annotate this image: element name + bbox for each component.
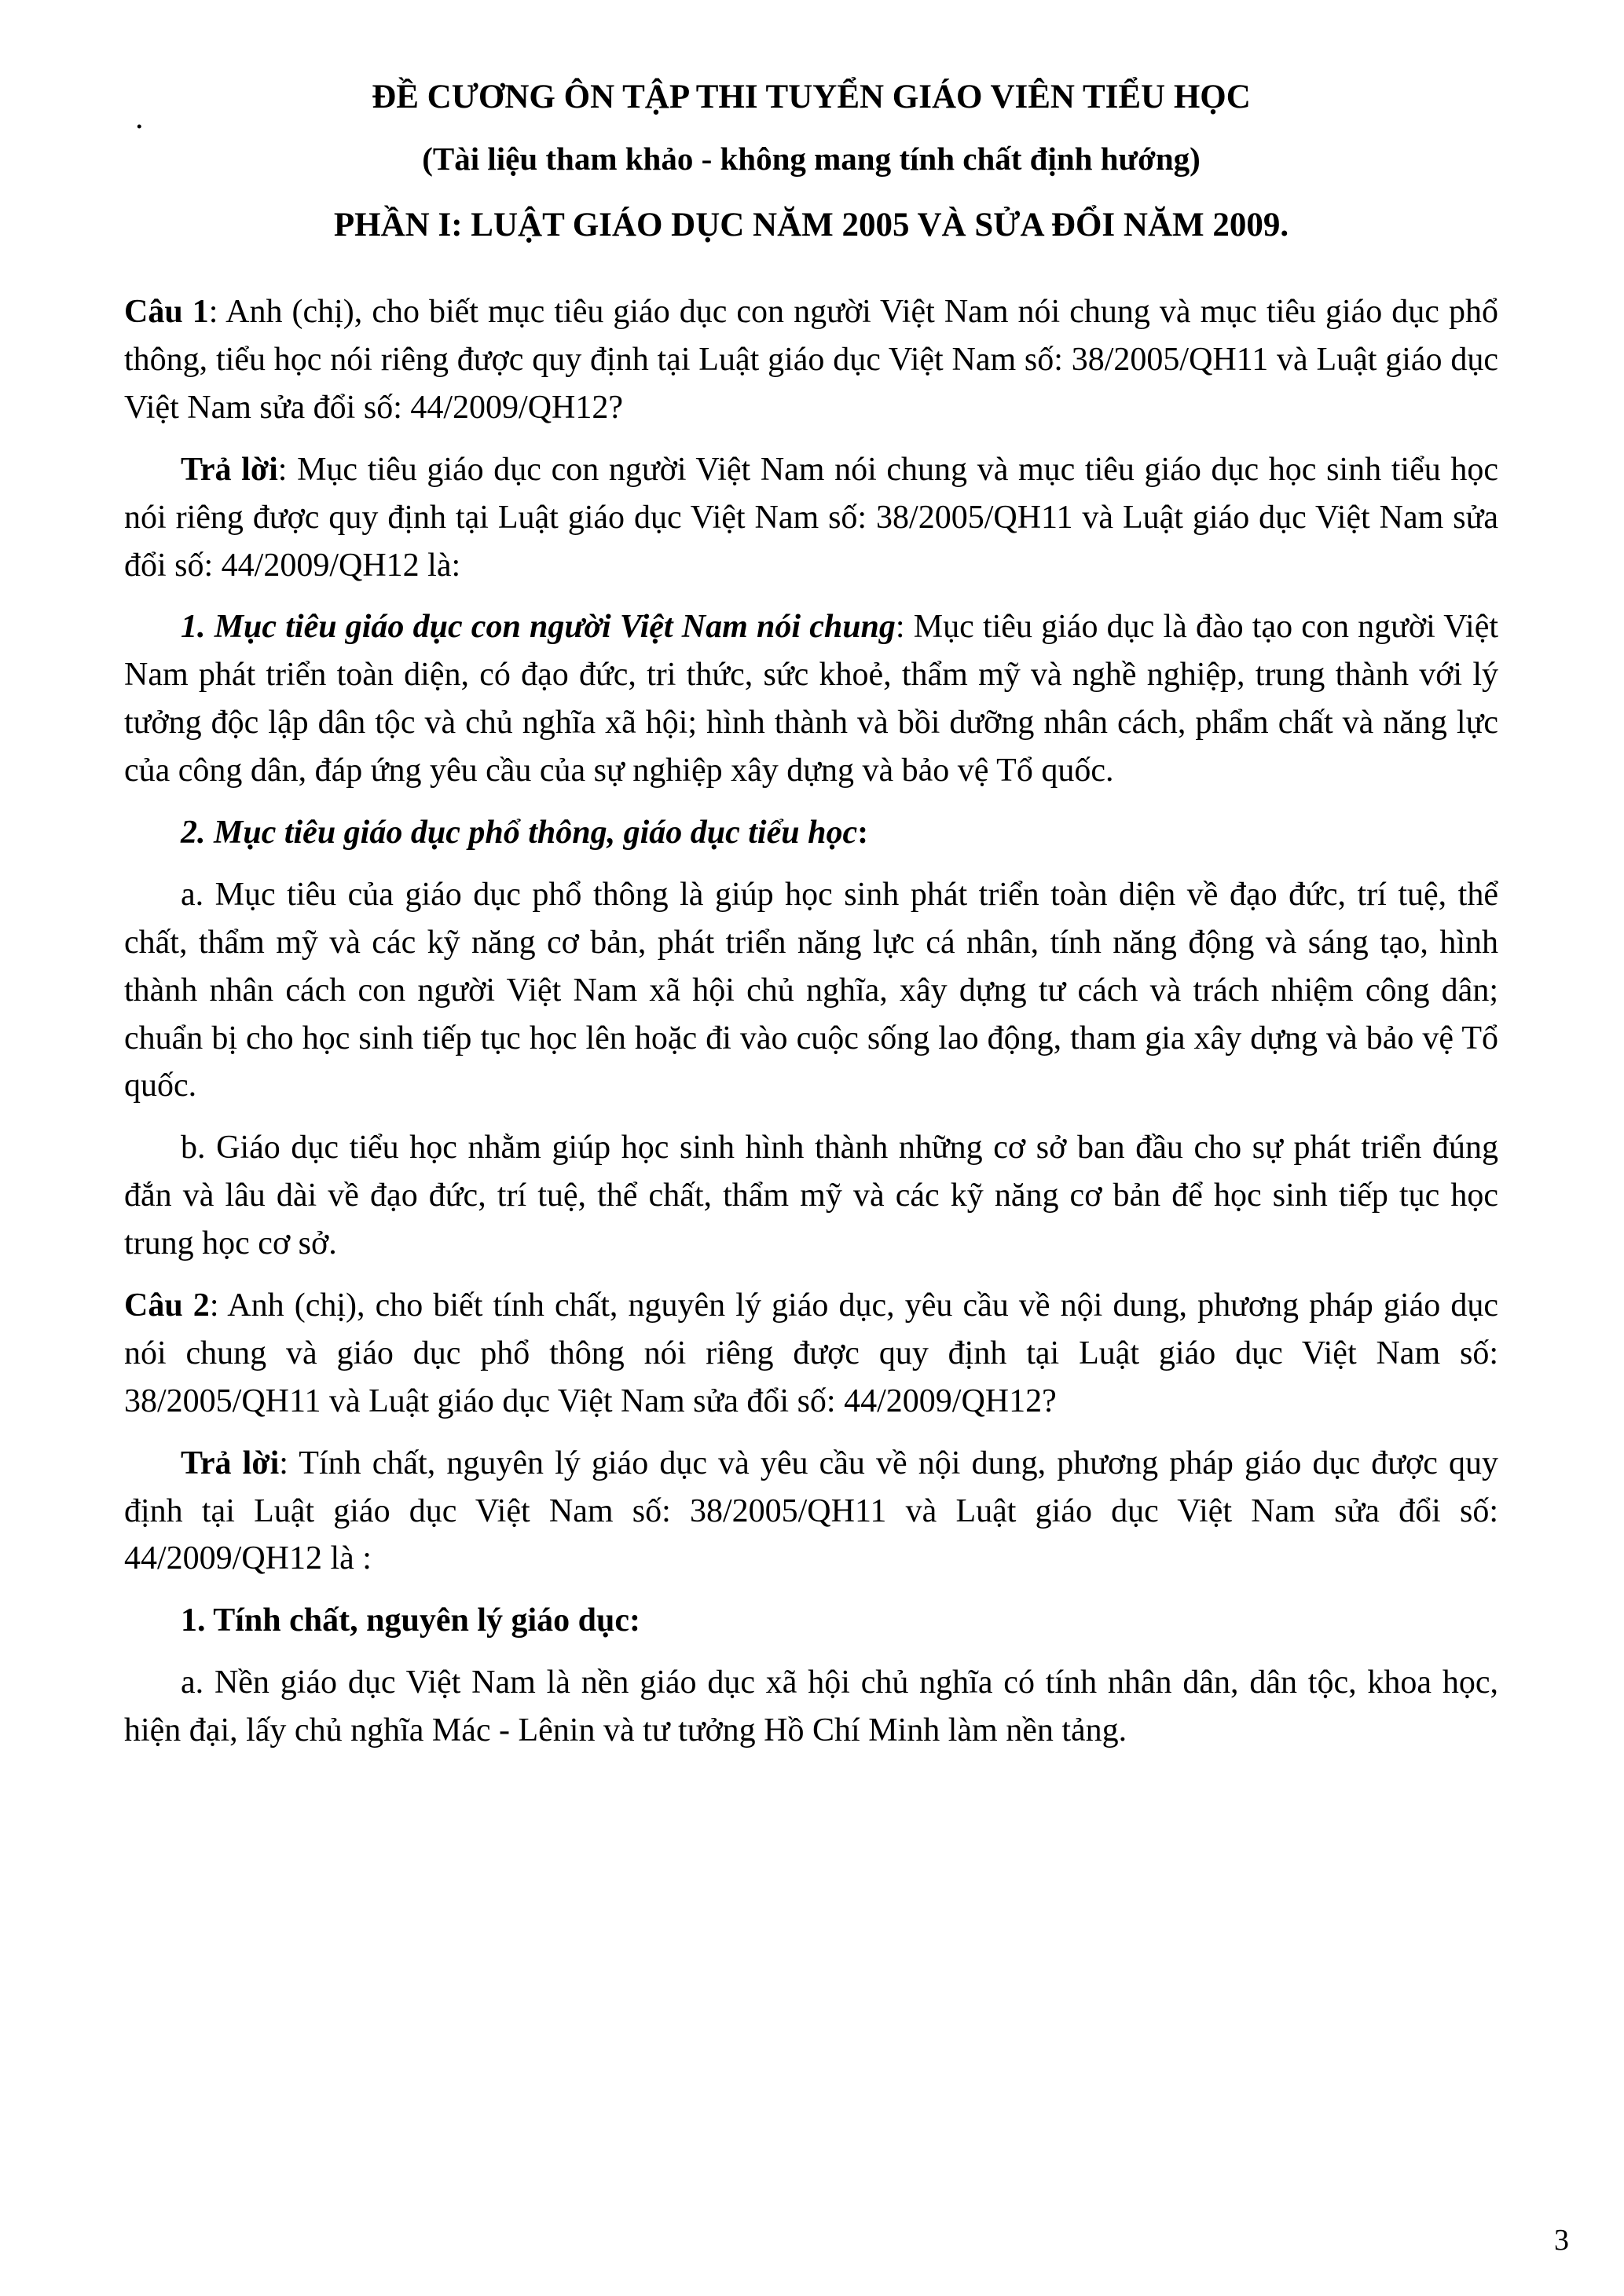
- answer-1-point-2b-text: b. Giáo dục tiểu học nhằm giúp học sinh hình thành những cơ sở ban đầu cho sự phát triển đúng đắn và lâu dài về đạo đức, trí tuệ, thể chất, thẩm mỹ và các kỹ năng cơ bản để học sinh tiếp tục học trung học cơ sở.: [124, 1130, 1498, 1262]
- answer-1-point-2-paragraph: [124, 809, 1498, 857]
- question-2-text: : Anh (chị), cho biết tính chất, nguyên lý giáo dục, yêu cầu về nội dung, phương pháp giáo dục nói chung và giáo dục phổ thông nói riêng được quy định tại Luật giáo dục Việt Nam số: 38/2005/QH11 và Luật giáo dục Việt Nam sửa đổi số: 44/2009/QH12?: [124, 1287, 1498, 1419]
- answer-2-point-1a-paragraph: [124, 1659, 1498, 1755]
- question-1-text: : Anh (chị), cho biết mục tiêu giáo dục con người Việt Nam nói chung và mục tiêu giáo dục phổ thông, tiểu học nói riêng được quy định tại Luật giáo dục Việt Nam số: 38/2005/QH11 và Luật giáo dục Việt Nam sửa đổi số: 44/2009/QH12?: [124, 294, 1498, 426]
- answer-2-text: : Tính chất, nguyên lý giáo dục và yêu cầu về nội dung, phương pháp giáo dục được quy định tại Luật giáo dục Việt Nam số: 38/2005/QH11 và Luật giáo dục Việt Nam sửa đổi số: 44/2009/QH12 là :: [124, 1445, 1498, 1577]
- answer-1-text: : Mục tiêu giáo dục con người Việt Nam nói chung và mục tiêu giáo dục học sinh tiểu học nói riêng được quy định tại Luật giáo dục Việt Nam số: 38/2005/QH11 và Luật giáo dục Việt Nam sửa đổi số: 44/2009/QH12 là:: [124, 451, 1498, 584]
- answer-1-point-2b-paragraph: [124, 1124, 1498, 1268]
- answer-2-paragraph: [124, 1440, 1498, 1584]
- answer-1-point-2a-paragraph: [124, 871, 1498, 1110]
- document-title: ĐỀ CƯƠNG ÔN TẬP THI TUYỂN GIÁO VIÊN TIỂU HỌC: [372, 79, 1251, 115]
- document-subtitle: (Tài liệu tham khảo - không mang tính chất định hướng): [422, 140, 1201, 177]
- answer-1-point-1-text: : Mục tiêu giáo dục là đào tạo con người Việt Nam phát triển toàn diện, có đạo đức, tri thức, sức khoẻ, thẩm mỹ và nghề nghiệp, trung thành với lý tưởng độc lập dân tộc và chủ nghĩa xã hội; hình thành và bồi dưỡng nhân cách, phẩm chất và năng lực của công dân, đáp ứng yêu cầu của sự nghiệp xây dựng và bảo vệ Tổ quốc.: [124, 609, 1498, 789]
- answer-1-point-2a-text: a. Mục tiêu của giáo dục phổ thông là giúp học sinh phát triển toàn diện về đạo đức, trí tuệ, thể chất, thẩm mỹ và các kỹ năng cơ bản, phát triển năng lực cá nhân, tính năng động và sáng tạo, hình thành nhân cách con người Việt Nam xã hội chủ nghĩa, xây dựng tư cách và trách nhiệm công dân; chuẩn bị cho học sinh tiếp tục học lên hoặc đi vào cuộc sống lao động, tham gia xây dựng và bảo vệ Tổ quốc.: [124, 876, 1498, 1104]
- question-1-label: Câu 1: [124, 294, 209, 331]
- answer-1-label: Trả lời: [181, 451, 278, 488]
- answer-2-point-1-paragraph: [124, 1597, 1498, 1645]
- stray-period: .: [135, 100, 144, 136]
- question-2-paragraph: [124, 1282, 1498, 1426]
- page-number: 3: [1554, 2224, 1569, 2257]
- question-2-label: Câu 2: [124, 1287, 210, 1324]
- answer-1-paragraph: [124, 446, 1498, 590]
- question-1-paragraph: [124, 288, 1498, 432]
- answer-2-label: Trả lời: [181, 1445, 280, 1481]
- answer-2-point-1-heading: 1. Tính chất, nguyên lý giáo dục: [181, 1602, 630, 1639]
- answer-1-point-2-colon: :: [857, 814, 869, 851]
- answer-2-point-1-colon: :: [629, 1602, 641, 1639]
- answer-1-point-2-heading: 2. Mục tiêu giáo dục phổ thông, giáo dục tiểu học: [181, 814, 858, 851]
- answer-2-point-1a-text: a. Nền giáo dục Việt Nam là nền giáo dục xã hội chủ nghĩa có tính nhân dân, dân tộc, khoa học, hiện đại, lấy chủ nghĩa Mác - Lênin và tư tưởng Hồ Chí Minh làm nền tảng.: [124, 1664, 1498, 1749]
- answer-1-point-1-heading: 1. Mục tiêu giáo dục con người Việt Nam nói chung: [181, 609, 896, 646]
- answer-1-point-1-paragraph: [124, 603, 1498, 795]
- section-heading: PHẦN I: LUẬT GIÁO DỤC NĂM 2005 VÀ SỬA ĐỔI NĂM 2009.: [333, 207, 1289, 244]
